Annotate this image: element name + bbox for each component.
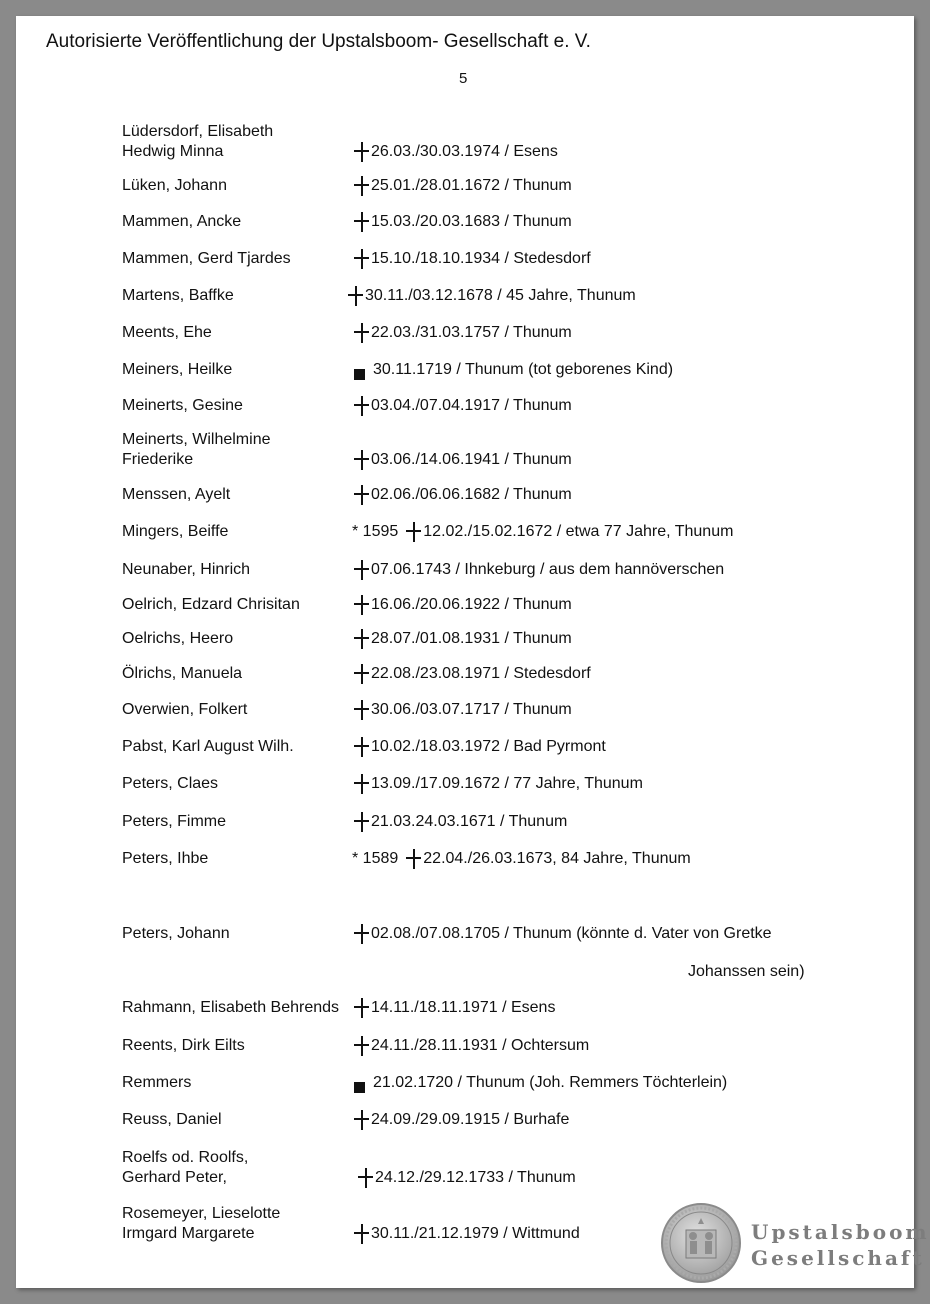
entry-name xyxy=(122,212,241,232)
entry-detail xyxy=(354,249,591,269)
entry-name-line: Peters, Claes xyxy=(122,775,219,792)
death-cross-icon xyxy=(406,522,421,542)
entry-detail xyxy=(354,700,572,720)
death-cross-icon xyxy=(354,450,369,470)
entry-name xyxy=(122,323,212,343)
entry-continuation-text: Johanssen sein) xyxy=(688,963,805,980)
entry-name xyxy=(122,1148,248,1188)
entry-detail xyxy=(354,142,558,162)
death-cross-icon xyxy=(354,700,369,720)
entry-name-line: Meinerts, Wilhelmine xyxy=(122,431,271,448)
death-cross-icon xyxy=(354,323,369,343)
entry-name-line: Lüdersdorf, Elisabeth xyxy=(122,123,274,140)
entry-dates-place: 03.04./07.04.1917 / Thunum xyxy=(371,397,572,414)
entry-name xyxy=(122,700,247,720)
entry-name xyxy=(122,360,232,380)
entry-detail xyxy=(354,176,572,196)
entry-name-line: Hedwig Minna xyxy=(122,143,224,160)
entry-name xyxy=(122,560,250,580)
society-seal-icon xyxy=(660,1202,742,1284)
entry-detail xyxy=(354,595,572,615)
entry-name xyxy=(122,664,242,684)
entry-detail xyxy=(354,560,724,580)
entry-dates-place: 25.01./28.01.1672 / Thunum xyxy=(371,177,572,194)
entry-name-line: Lüken, Johann xyxy=(122,177,227,194)
entry-name xyxy=(122,629,233,649)
entry-name-line: Gerhard Peter, xyxy=(122,1169,227,1186)
entry-name xyxy=(122,998,339,1018)
entry-name-line: Mammen, Gerd Tjardes xyxy=(122,250,291,267)
entry-dates-place: 14.11./18.11.1971 / Esens xyxy=(371,999,556,1016)
death-cross-icon xyxy=(354,629,369,649)
death-cross-icon xyxy=(354,249,369,269)
entry-dates-place: 30.06./03.07.1717 / Thunum xyxy=(371,701,572,718)
death-cross-icon xyxy=(354,595,369,615)
entry-detail xyxy=(352,849,691,869)
birth-year: * 1595 xyxy=(352,523,399,540)
death-cross-icon xyxy=(348,286,363,306)
entry-dates-place: 28.07./01.08.1931 / Thunum xyxy=(371,630,572,647)
entry-detail xyxy=(354,1110,569,1130)
entry-detail xyxy=(354,664,591,684)
death-cross-icon xyxy=(354,142,369,162)
entry-name-line: Ölrichs, Manuela xyxy=(122,665,243,682)
entry-name xyxy=(122,176,227,196)
entry-dates-place: 15.10./18.10.1934 / Stedesdorf xyxy=(371,250,591,267)
entry-dates-place: 22.03./31.03.1757 / Thunum xyxy=(371,324,572,341)
death-cross-icon xyxy=(354,812,369,832)
entry-dates-place: 24.12./29.12.1733 / Thunum xyxy=(375,1169,576,1186)
death-cross-icon xyxy=(354,998,369,1018)
entry-name xyxy=(122,1204,280,1244)
entry-name-line: Meents, Ehe xyxy=(122,324,212,341)
entry-dates-place: 02.08./07.08.1705 / Thunum (könnte d. Vater von Gretke xyxy=(371,925,772,942)
entry-dates-place: 24.09./29.09.1915 / Burhafe xyxy=(371,1111,570,1128)
death-cross-icon xyxy=(354,737,369,757)
entry-name xyxy=(122,396,243,416)
death-cross-icon xyxy=(358,1168,373,1188)
entry-name-line: Meinerts, Gesine xyxy=(122,397,243,414)
death-cross-icon xyxy=(354,1224,369,1244)
page-number: 5 xyxy=(459,70,468,87)
entry-dates-place: 22.04./26.03.1673, 84 Jahre, Thunum xyxy=(423,850,691,867)
entry-name-line: Peters, Johann xyxy=(122,925,230,942)
entry-name-line: Oelrich, Edzard Chrisitan xyxy=(122,596,300,613)
entry-detail xyxy=(352,522,733,542)
entry-name-line: Rosemeyer, Lieselotte xyxy=(122,1205,281,1222)
entry-dates-place: 30.11./03.12.1678 / 45 Jahre, Thunum xyxy=(365,287,636,304)
entry-name-line: Mammen, Ancke xyxy=(122,213,242,230)
entry-name xyxy=(122,737,294,757)
entry-name xyxy=(122,774,218,794)
entry-detail xyxy=(354,212,572,232)
entry-name-line: Peters, Ihbe xyxy=(122,850,209,867)
entry-detail xyxy=(354,629,572,649)
entry-name-line: Martens, Baffke xyxy=(122,287,234,304)
entry-dates-place: 22.08./23.08.1971 / Stedesdorf xyxy=(371,665,591,682)
entry-name xyxy=(122,122,273,162)
entry-dates-place: 10.02./18.03.1972 / Bad Pyrmont xyxy=(371,738,606,755)
entry-dates-place: 02.06./06.06.1682 / Thunum xyxy=(371,486,572,503)
logo-line-1: Upstalsboom xyxy=(751,1220,930,1244)
entry-name xyxy=(122,595,300,615)
entry-detail xyxy=(354,998,555,1018)
stillborn-square-icon xyxy=(354,1082,365,1093)
entry-name-line: Mingers, Beiffe xyxy=(122,523,229,540)
entry-dates-place: 03.06./14.06.1941 / Thunum xyxy=(371,451,572,468)
entry-dates-place: 16.06./20.06.1922 / Thunum xyxy=(371,596,572,613)
death-cross-icon xyxy=(406,849,421,869)
entry-name-line: Meiners, Heilke xyxy=(122,361,233,378)
entry-name xyxy=(122,430,270,470)
entry-dates-place: 30.11./21.12.1979 / Wittmund xyxy=(371,1225,580,1242)
entry-dates-place: 07.06.1743 / Ihnkeburg / aus dem hannöverschen xyxy=(371,561,725,578)
entry-name xyxy=(122,522,228,542)
entry-name xyxy=(122,286,234,306)
entry-name xyxy=(122,1073,191,1093)
entry-detail xyxy=(354,774,643,794)
entry-name-line: Irmgard Margarete xyxy=(122,1225,255,1242)
entry-dates-place: 15.03./20.03.1683 / Thunum xyxy=(371,213,572,230)
logo-line-2: Gesellschaft xyxy=(751,1246,925,1270)
entry-detail xyxy=(354,485,572,505)
entry-name-line: Reents, Dirk Eilts xyxy=(122,1037,245,1054)
document-page xyxy=(16,16,930,1288)
entry-detail xyxy=(354,1073,727,1093)
entry-dates-place: 13.09./17.09.1672 / 77 Jahre, Thunum xyxy=(371,775,643,792)
death-cross-icon xyxy=(354,1110,369,1130)
entry-name xyxy=(122,1036,245,1056)
entry-detail xyxy=(354,924,772,944)
entry-name-line: Peters, Fimme xyxy=(122,813,227,830)
entry-detail xyxy=(354,737,606,757)
birth-year: * 1589 xyxy=(352,850,399,867)
entry-name-line: Reuss, Daniel xyxy=(122,1111,222,1128)
entry-dates-place: 21.02.1720 / Thunum (Joh. Remmers Töchterlein) xyxy=(373,1074,728,1091)
entry-name xyxy=(122,849,208,869)
death-cross-icon xyxy=(354,396,369,416)
entry-dates-place: 12.02./15.02.1672 / etwa 77 Jahre, Thunum xyxy=(423,523,734,540)
death-cross-icon xyxy=(354,560,369,580)
entry-name-line: Overwien, Folkert xyxy=(122,701,248,718)
entry-name-line: Menssen, Ayelt xyxy=(122,486,231,503)
entry-detail xyxy=(358,1168,576,1188)
entry-detail xyxy=(354,396,572,416)
entry-detail xyxy=(354,812,567,832)
entry-detail xyxy=(354,360,673,380)
entry-dates-place: 21.03.24.03.1671 / Thunum xyxy=(371,813,568,830)
death-cross-icon xyxy=(354,924,369,944)
entry-name xyxy=(122,1110,222,1130)
death-cross-icon xyxy=(354,664,369,684)
entry-dates-place: 30.11.1719 / Thunum (tot geborenes Kind) xyxy=(373,361,674,378)
death-cross-icon xyxy=(354,774,369,794)
entry-name-line: Roelfs od. Roolfs, xyxy=(122,1149,249,1166)
entry-name xyxy=(122,485,230,505)
death-cross-icon xyxy=(354,176,369,196)
stillborn-square-icon xyxy=(354,369,365,380)
entry-name-line: Pabst, Karl August Wilh. xyxy=(122,738,294,755)
entry-name xyxy=(122,924,230,944)
death-cross-icon xyxy=(354,212,369,232)
entry-detail xyxy=(354,323,572,343)
entry-detail xyxy=(348,286,636,306)
entry-dates-place: 24.11./28.11.1931 / Ochtersum xyxy=(371,1037,590,1054)
entry-name-line: Neunaber, Hinrich xyxy=(122,561,251,578)
entry-detail xyxy=(354,1224,580,1244)
page-header-title: Autorisierte Veröffentlichung der Upstalsboom- Gesellschaft e. V. xyxy=(46,31,591,52)
entry-dates-place: 26.03./30.03.1974 / Esens xyxy=(371,143,558,160)
entry-name-line: Oelrichs, Heero xyxy=(122,630,234,647)
entry-name xyxy=(122,249,291,269)
entry-detail xyxy=(354,450,572,470)
entry-name-line: Rahmann, Elisabeth Behrends xyxy=(122,999,340,1016)
society-logo-text xyxy=(751,1219,930,1271)
death-cross-icon xyxy=(354,1036,369,1056)
entry-name-line: Remmers xyxy=(122,1074,192,1091)
entry-detail xyxy=(354,1036,589,1056)
entry-name xyxy=(122,812,226,832)
death-cross-icon xyxy=(354,485,369,505)
entry-name-line: Friederike xyxy=(122,451,194,468)
